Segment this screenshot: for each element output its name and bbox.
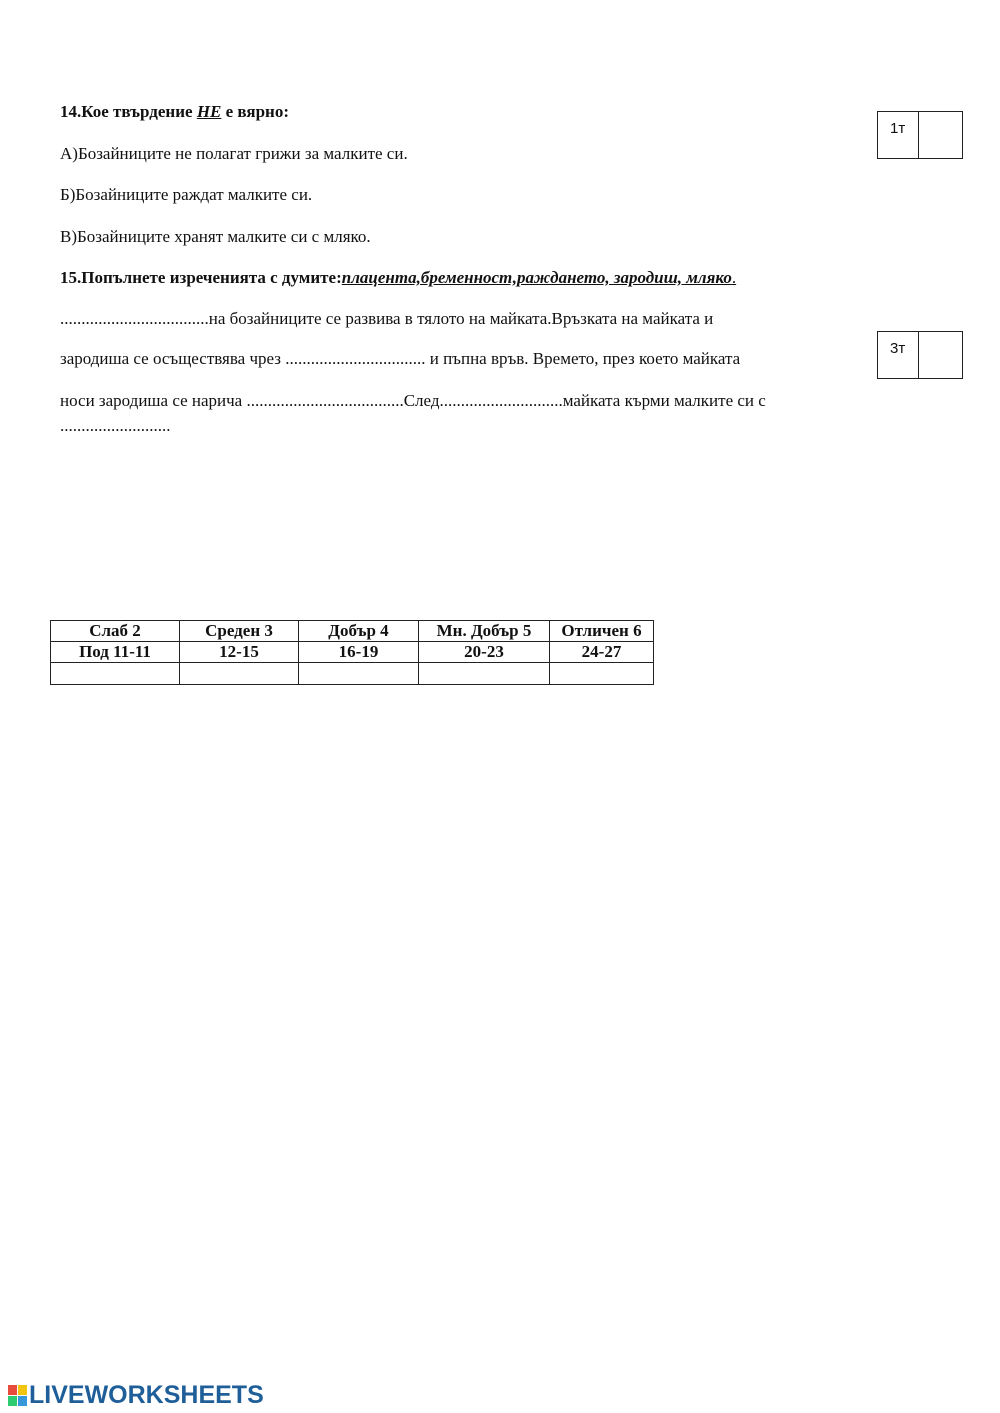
q15-word-bank: плацента,бременност,раждането, зародиш, мляко bbox=[341, 268, 732, 287]
q15-points-label: 3т bbox=[878, 332, 919, 378]
grade-cell-3[interactable] bbox=[180, 663, 299, 685]
q14-option-a: А)Бозайниците не полагат грижи за малките си. bbox=[60, 144, 408, 163]
q15-title bbox=[60, 268, 736, 288]
grade-range-2: Под 11-11 bbox=[51, 642, 180, 663]
q14-score-input[interactable] bbox=[919, 112, 962, 158]
liveworksheets-logo bbox=[8, 1380, 264, 1410]
q14-points-label: 1т bbox=[878, 112, 919, 158]
logo-block-yellow bbox=[18, 1385, 27, 1395]
q15-score-input[interactable] bbox=[919, 332, 962, 378]
grade-cell-2[interactable] bbox=[51, 663, 180, 685]
grade-cell-5[interactable] bbox=[419, 663, 550, 685]
grade-range-4: 16-19 bbox=[299, 642, 419, 663]
q15-title-text: 15.Попълнете изреченията с думите: bbox=[60, 268, 342, 287]
q15-line-4: .......................... bbox=[60, 416, 171, 435]
grade-header-3: Среден 3 bbox=[180, 621, 299, 642]
grade-header-2: Слаб 2 bbox=[51, 621, 180, 642]
grading-range-row bbox=[51, 642, 654, 663]
q14-title-prefix: 14.Кое твърдение bbox=[60, 102, 197, 121]
grade-header-6: Отличен 6 bbox=[550, 621, 654, 642]
q15-word-bank-end: . bbox=[731, 268, 737, 287]
grading-header-row bbox=[51, 621, 654, 642]
grade-range-6: 24-27 bbox=[550, 642, 654, 663]
q15-line-2: зародиша се осъществява чрез ................................. и пъпна връв. Времето, през което майката bbox=[60, 349, 741, 368]
q15-score-box bbox=[877, 331, 963, 379]
q14-score-box bbox=[877, 111, 963, 159]
grade-cell-4[interactable] bbox=[299, 663, 419, 685]
logo-block-red bbox=[8, 1385, 17, 1395]
grade-range-5: 20-23 bbox=[419, 642, 550, 663]
grade-header-4: Добър 4 bbox=[299, 621, 419, 642]
q14-title-suffix: е вярно: bbox=[221, 102, 289, 121]
grade-range-3: 12-15 bbox=[180, 642, 299, 663]
q14-option-c: В)Бозайниците хранят малките си с мляко. bbox=[60, 227, 371, 246]
logo-block-green bbox=[8, 1396, 17, 1406]
q14-title bbox=[60, 102, 289, 122]
logo-block-blue bbox=[18, 1396, 27, 1406]
q14-title-emphasis: НЕ bbox=[196, 102, 222, 121]
q14-option-b: Б)Бозайниците раждат малките си. bbox=[60, 185, 313, 204]
grading-table bbox=[50, 620, 654, 685]
grade-header-5: Мн. Добър 5 bbox=[419, 621, 550, 642]
grade-cell-6[interactable] bbox=[550, 663, 654, 685]
q15-line-1: ...................................на бозайниците се развива в тялото на майката.Връзката на майката и bbox=[60, 309, 714, 328]
grading-result-row bbox=[51, 663, 654, 685]
brand-name: LIVEWORKSHEETS bbox=[29, 1380, 264, 1409]
q15-line-3: носи зародиша се нарича .....................................След.............................майката кърми малките си с bbox=[60, 391, 766, 410]
logo-blocks-icon bbox=[8, 1385, 27, 1406]
